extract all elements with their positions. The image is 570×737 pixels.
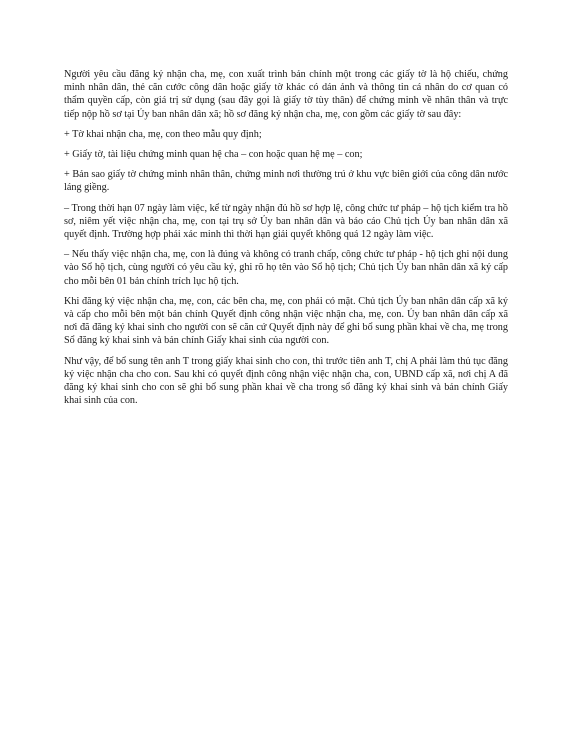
paragraph-presence-required: Khi đăng ký việc nhận cha, mẹ, con, các bên cha, mẹ, con phải có mặt. Chủ tịch Ủy ban nhân dân cấp xã ký và cấp cho mỗi bên một bản chính Quyết định công nhận việc nhận cha, mẹ, con. Ủy ban nhân dân cấp xã nơi đã đăng ký khai sinh cho người con sẽ căn cứ Quyết định này để ghi bổ sung phần khai về cha, mẹ trong Sổ đăng ký khai sinh và bản chính Giấy khai sinh của người con. xyxy=(64,295,508,347)
paragraph-requester-documents: Người yêu cầu đăng ký nhận cha, mẹ, con xuất trình bản chính một trong các giấy tờ là hộ chiếu, chứng minh nhân dân, thẻ căn cước công dân hoặc giấy tờ khác có dán ảnh và thông tin cá nhân do cơ quan có thẩm quyền cấp, còn giá trị sử dụng (sau đây gọi là giấy tờ tùy thân) để chứng minh về nhân thân và trực tiếp nộp hồ sơ tại Ủy ban nhân dân xã; hồ sơ đăng ký nhận cha, mẹ, con gồm các giấy tờ sau đây: xyxy=(64,69,508,120)
list-item-declaration-form: + Tờ khai nhận cha, mẹ, con theo mẫu quy định; xyxy=(64,128,262,140)
document-body xyxy=(64,68,508,414)
list-item-relationship-proof: + Giấy tờ, tài liệu chứng minh quan hệ cha – con hoặc quan hệ mẹ – con; xyxy=(64,149,363,161)
paragraph-conclusion: Như vậy, để bổ sung tên anh T trong giấy khai sinh cho con, thì trước tiên anh T, chị A phải làm thủ tục đăng ký việc nhận cha cho con. Sau khi có quyết định công nhận việc nhận cha, con, UBND cấp xã, nơi chị A đã đăng ký khai sinh cho con sẽ ghi bổ sung phần khai về cha trong sổ đăng ký khai sinh và bản chính Giấy khai sinh của con. xyxy=(64,355,508,407)
list-item-identity-copy: + Bản sao giấy tờ chứng minh nhân thân, chứng minh nơi thường trú ở khu vực biên giới của công dân nước láng giềng. xyxy=(64,169,508,194)
paragraph-registration-record: – Nếu thấy việc nhận cha, mẹ, con là đúng và không có tranh chấp, công chức tư pháp - hộ tịch ghi nội dung vào Sổ hộ tịch, cùng người có yêu cầu ký, ghi rõ họ tên vào Sổ hộ tịch; Chủ tịch Ủy ban nhân dân xã ký cấp cho mỗi bên 01 bản chính trích lục hộ tịch. xyxy=(64,249,508,287)
paragraph-processing-time: – Trong thời hạn 07 ngày làm việc, kể từ ngày nhận đủ hồ sơ hợp lệ, công chức tư pháp – hộ tịch kiểm tra hồ sơ, niêm yết việc nhận cha, mẹ, con tại trụ sở Ủy ban nhân dân và báo cáo Chủ tịch Ủy ban nhân dân xã quyết định. Trường hợp phải xác minh thì thời hạn giải quyết không quá 12 ngày làm việc. xyxy=(64,202,508,241)
